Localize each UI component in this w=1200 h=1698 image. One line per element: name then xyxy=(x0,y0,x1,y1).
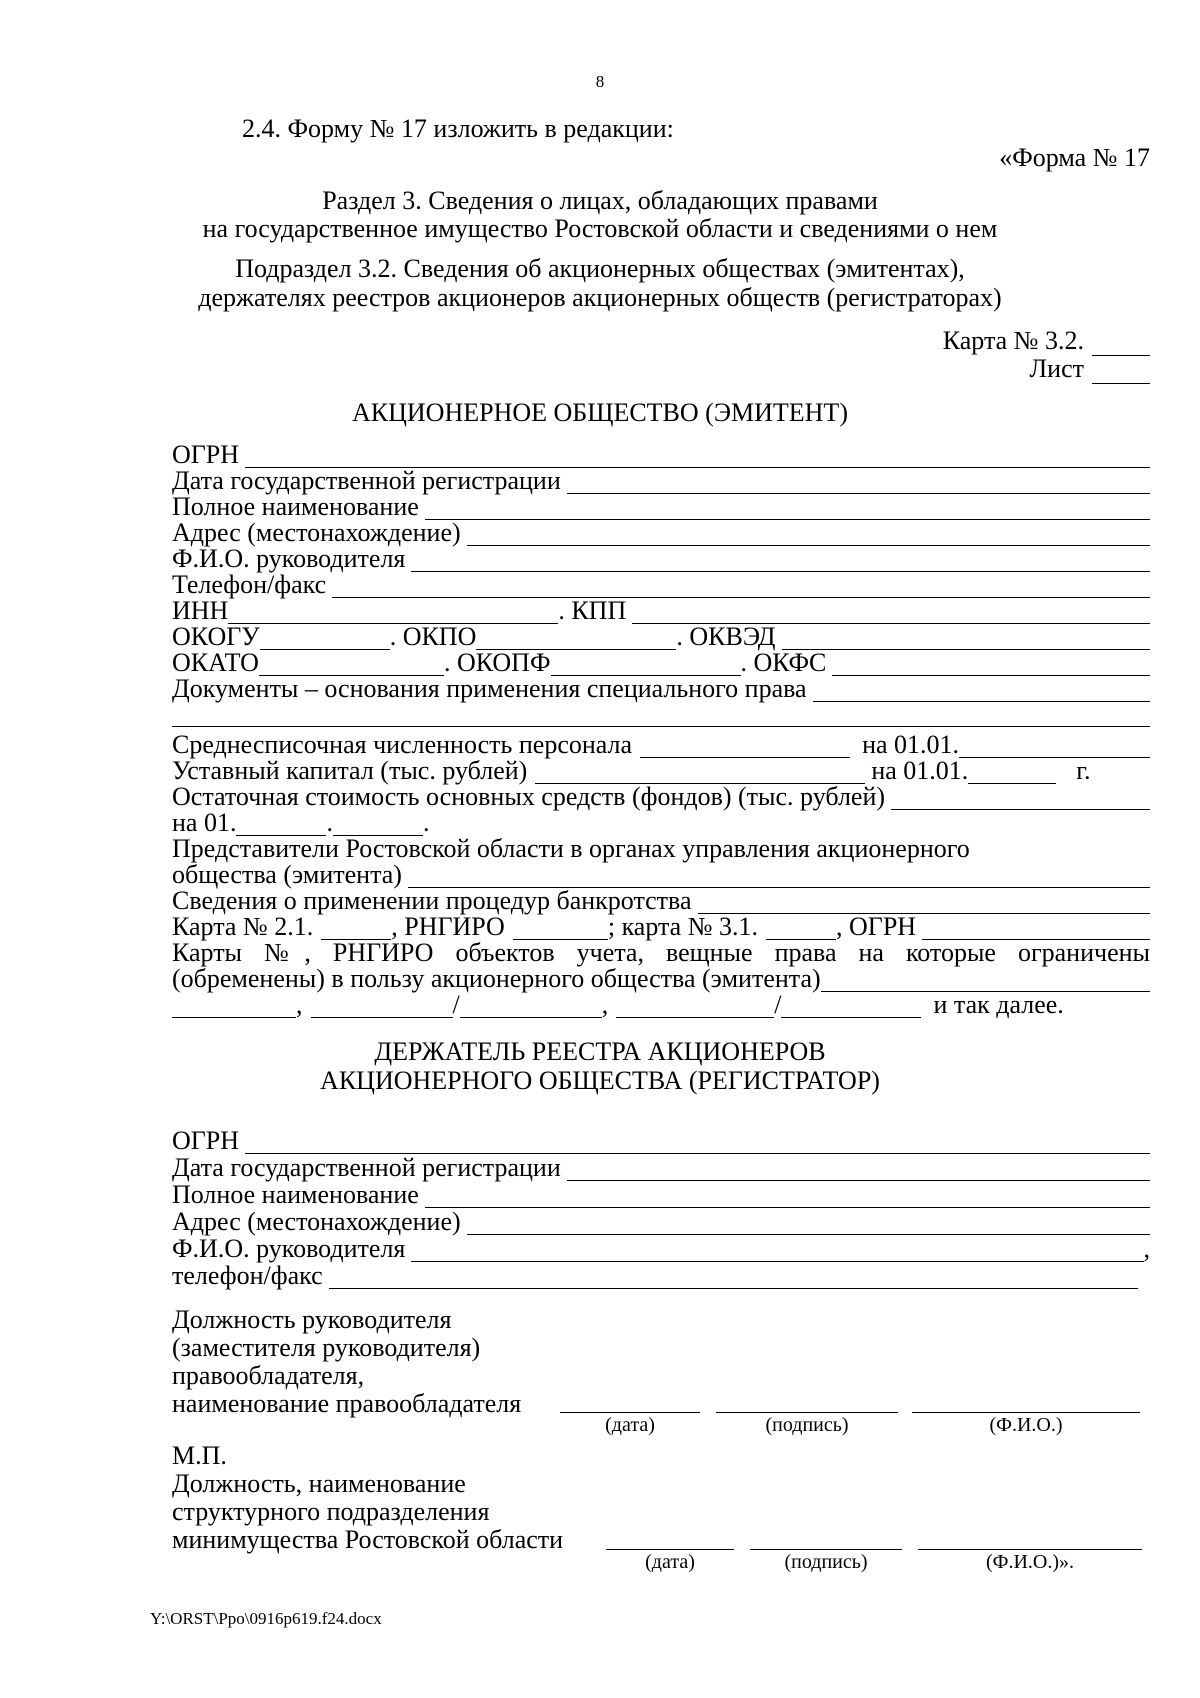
issuer-documents-row xyxy=(172,676,1150,702)
issuer-okopf-blank xyxy=(551,653,741,676)
issuer-capital-row xyxy=(172,758,1150,784)
signature2-line-3: минимущества Ростовской области xyxy=(172,1525,564,1554)
issuer-head-name-blank xyxy=(411,549,1150,572)
signature2-line-2: структурного подразделения xyxy=(172,1497,490,1526)
signature2-sign-line xyxy=(750,1548,902,1550)
rngiro-label: , РНГИРО xyxy=(391,912,505,941)
issuer-inn-blank xyxy=(228,601,558,624)
issuer-capital-year-blank xyxy=(968,761,1056,784)
issuer-reg-date-row xyxy=(172,468,1150,494)
issuer-residual-blank xyxy=(891,787,1150,810)
objects-comma-1: , xyxy=(296,990,303,1019)
signature1-line-3: правообладателя, xyxy=(172,1361,365,1390)
issuer-reg-date-blank xyxy=(567,471,1150,494)
objects-blank-2 xyxy=(311,995,453,1018)
registrar-address-blank xyxy=(467,1212,1150,1235)
card31-label: ; карта № 3.1. xyxy=(607,912,759,941)
objects-slash-2: / xyxy=(774,990,782,1019)
issuer-residual-row xyxy=(172,784,1150,810)
issuer-staff-row xyxy=(172,732,1150,758)
issuer-head-name-label: Ф.И.О. руководителя xyxy=(172,544,406,573)
issuer-full-name-row xyxy=(172,494,1150,520)
issuer-objects-line2: (обременены) в пользу акционерного общества (эмитента) xyxy=(172,964,821,993)
issuer-residual-end: . xyxy=(422,808,430,837)
issuer-residual-dot: . xyxy=(326,808,333,837)
signature1-line-4: наименование правообладателя xyxy=(172,1389,522,1418)
signature1-labels xyxy=(172,1306,1150,1418)
page-number: 8 xyxy=(595,72,605,91)
issuer-documents-label: Документы – основания применения специального права xyxy=(172,674,807,703)
issuer-okogu-row xyxy=(172,624,1150,650)
issuer-okpo-blank xyxy=(476,627,676,650)
registrar-full-name-label: Полное наименование xyxy=(172,1180,419,1209)
registrar-ogrn-label: ОГРН xyxy=(172,1126,240,1155)
objects-blank-5 xyxy=(781,995,921,1018)
signature1-date-caption: (дата) xyxy=(605,1414,655,1436)
signature1-fio-caption: (Ф.И.О.) xyxy=(989,1414,1063,1436)
registrar-ogrn-row xyxy=(172,1128,1150,1154)
issuer-address-blank xyxy=(467,523,1150,546)
signature2-date-line xyxy=(606,1548,734,1550)
sheet-label: Лист xyxy=(1029,354,1084,383)
registrar-phone-row xyxy=(172,1263,1150,1289)
signature1-date-line xyxy=(560,1411,700,1413)
issuer-reps-row-2 xyxy=(172,862,1150,888)
issuer-reps-label-line2: общества (эмитента) xyxy=(172,860,402,889)
objects-blank-1 xyxy=(172,995,296,1018)
subsection-title-line2: держателях реестров акционеров акционерных обществ (регистраторах) xyxy=(198,283,1002,312)
signature2-sign-caption: (подпись) xyxy=(784,1551,868,1573)
issuer-reps-row xyxy=(172,836,1150,862)
ogrn2-blank xyxy=(922,917,1150,940)
rngiro-blank xyxy=(513,917,608,940)
issuer-ogrn-blank xyxy=(245,445,1150,468)
signature1-sign-caption: (подпись) xyxy=(765,1414,849,1436)
issuer-staff-blank xyxy=(640,735,850,758)
issuer-phone-label: Телефон/факс xyxy=(172,570,327,599)
card-number-label: Карта № 3.2. xyxy=(942,326,1084,355)
registrar-phone-label: телефон/факс xyxy=(172,1261,323,1290)
issuer-okato-blank xyxy=(259,653,444,676)
registrar-reg-date-blank xyxy=(567,1158,1150,1181)
registrar-reg-date-label: Дата государственной регистрации xyxy=(172,1153,561,1182)
issuer-objects-row-2 xyxy=(172,966,1150,992)
sheet-blank xyxy=(1092,361,1150,384)
registrar-head-name-blank xyxy=(411,1239,1143,1262)
registrar-head-name-row xyxy=(172,1236,1150,1262)
issuer-capital-blank xyxy=(535,761,865,784)
registrar-full-name-blank xyxy=(425,1185,1150,1208)
signature2-labels xyxy=(172,1470,1150,1554)
issuer-capital-label: Уставный капитал (тыс. рублей) xyxy=(172,756,528,785)
registrar-head-name-label: Ф.И.О. руководителя xyxy=(172,1234,406,1263)
card21-label: Карта № 2.1. xyxy=(172,912,314,941)
card-number-blank xyxy=(1092,333,1150,356)
registrar-full-name-row xyxy=(172,1182,1150,1208)
issuer-bankruptcy-row xyxy=(172,888,1150,914)
issuer-capital-date-label: на 01.01. xyxy=(871,756,969,785)
form-label: «Форма № 17 xyxy=(999,143,1150,172)
issuer-okopf-label: . ОКОПФ xyxy=(443,648,551,677)
issuer-residual-date-row xyxy=(172,810,429,836)
issuer-staff-date-label: на 01.01. xyxy=(862,730,960,759)
registrar-phone-blank xyxy=(329,1266,1138,1289)
issuer-documents-blank-2 xyxy=(172,704,1150,727)
issuer-residual-month-blank xyxy=(236,813,326,836)
issuer-okogu-blank xyxy=(260,627,390,650)
issuer-capital-year-suffix: г. xyxy=(1076,756,1091,785)
card21-blank xyxy=(321,917,391,940)
issuer-okfs-label: . ОКФС xyxy=(740,648,827,677)
issuer-kpp-blank xyxy=(632,601,1150,624)
issuer-residual-year-blank xyxy=(333,813,423,836)
signature2-fio-line xyxy=(918,1548,1142,1550)
signature1-line-2: (заместителя руководителя) xyxy=(172,1333,481,1362)
subsection-title-line1: Подраздел 3.2. Сведения об акционерных обществах (эмитентах), xyxy=(235,254,965,283)
issuer-kpp-label: . КПП xyxy=(558,596,627,625)
registrar-head-comma: , xyxy=(1143,1234,1150,1263)
issuer-reps-label-line1: Представители Ростовской области в органах управления акционерного xyxy=(172,834,970,863)
issuer-okato-label: ОКАТО xyxy=(172,648,259,677)
issuer-head-name-row xyxy=(172,546,1150,572)
issuer-reg-date-label: Дата государственной регистрации xyxy=(172,466,561,495)
issuer-objects-line1: Карты №, РНГИРО объектов учета, вещные права на которые ограничены xyxy=(172,938,1150,967)
ogrn2-label: , ОГРН xyxy=(836,912,917,941)
issuer-documents-continuation xyxy=(172,704,1150,727)
issuer-staff-label: Среднесписочная численность персонала xyxy=(172,730,633,759)
issuer-okved-blank xyxy=(782,627,1150,650)
issuer-ogrn-label: ОГРН xyxy=(172,440,240,469)
stamp-label: М.П. xyxy=(172,1441,227,1470)
issuer-phone-row xyxy=(172,572,1150,598)
signature1-line-1: Должность руководителя xyxy=(172,1305,452,1334)
issuer-full-name-blank xyxy=(425,497,1150,520)
signature1-sign-line xyxy=(716,1411,898,1413)
intro-text: 2.4. Форму № 17 изложить в редакции: xyxy=(242,114,674,143)
card-number-field xyxy=(943,326,1150,356)
issuer-bankruptcy-blank xyxy=(698,891,1150,914)
issuer-residual-label: Остаточная стоимость основных средств (фондов) (тыс. рублей) xyxy=(172,782,886,811)
registrar-ogrn-blank xyxy=(245,1131,1150,1154)
issuer-okato-row xyxy=(172,650,1150,676)
section-title-line1: Раздел 3. Сведения о лицах, обладающих правами xyxy=(322,186,878,215)
issuer-okved-label: . ОКВЭД xyxy=(676,622,776,651)
objects-blank-3 xyxy=(460,995,602,1018)
issuer-ogrn-row xyxy=(172,442,1150,468)
sheet-field xyxy=(1030,354,1150,384)
issuer-bankruptcy-label: Сведения о применении процедур банкротства xyxy=(172,886,692,915)
signature1-fio-line xyxy=(912,1411,1140,1413)
registrar-heading-line2: АКЦИОНЕРНОГО ОБЩЕСТВА (РЕГИСТРАТОР) xyxy=(320,1066,880,1095)
issuer-okpo-label: . ОКПО xyxy=(389,622,477,651)
issuer-address-row xyxy=(172,520,1150,546)
issuer-address-label: Адрес (местонахождение) xyxy=(172,518,461,547)
issuer-objects-list-row xyxy=(172,992,1150,1018)
section-title-line2: на государственное имущество Ростовской области и сведениями о нем xyxy=(202,214,998,243)
issuer-okfs-blank xyxy=(832,653,1150,676)
objects-etc: и так далее. xyxy=(933,990,1064,1019)
registrar-heading-line1: ДЕРЖАТЕЛЬ РЕЕСТРА АКЦИОНЕРОВ xyxy=(374,1037,826,1066)
issuer-residual-date-label: на 01. xyxy=(172,808,237,837)
registrar-reg-date-row xyxy=(172,1155,1150,1181)
issuer-full-name-label: Полное наименование xyxy=(172,492,419,521)
issuer-phone-blank xyxy=(332,575,1150,598)
registrar-address-label: Адрес (местонахождение) xyxy=(172,1207,461,1236)
objects-slash-1: / xyxy=(452,990,460,1019)
issuer-inn-kpp-row xyxy=(172,598,1150,624)
issuer-heading: АКЦИОНЕРНОЕ ОБЩЕСТВО (ЭМИТЕНТ) xyxy=(352,398,848,427)
file-path-footer: Y:\ORST\Ppo\0916p619.f24.docx xyxy=(150,1609,382,1628)
signature2-fio-caption: (Ф.И.О.)». xyxy=(985,1551,1074,1573)
issuer-okogu-label: ОКОГУ xyxy=(172,622,260,651)
objects-comma-2: , xyxy=(601,990,609,1019)
issuer-documents-blank xyxy=(813,679,1150,702)
signature2-line-1: Должность, наименование xyxy=(172,1469,466,1498)
issuer-objects-blank xyxy=(821,969,1150,992)
signature2-date-caption: (дата) xyxy=(645,1551,695,1573)
card31-blank xyxy=(766,917,836,940)
registrar-address-row xyxy=(172,1209,1150,1235)
issuer-inn-label: ИНН xyxy=(172,596,229,625)
issuer-staff-year-blank xyxy=(959,735,1150,758)
objects-blank-4 xyxy=(616,995,774,1018)
issuer-cards-row xyxy=(172,914,1150,940)
issuer-reps-blank xyxy=(408,865,1150,888)
